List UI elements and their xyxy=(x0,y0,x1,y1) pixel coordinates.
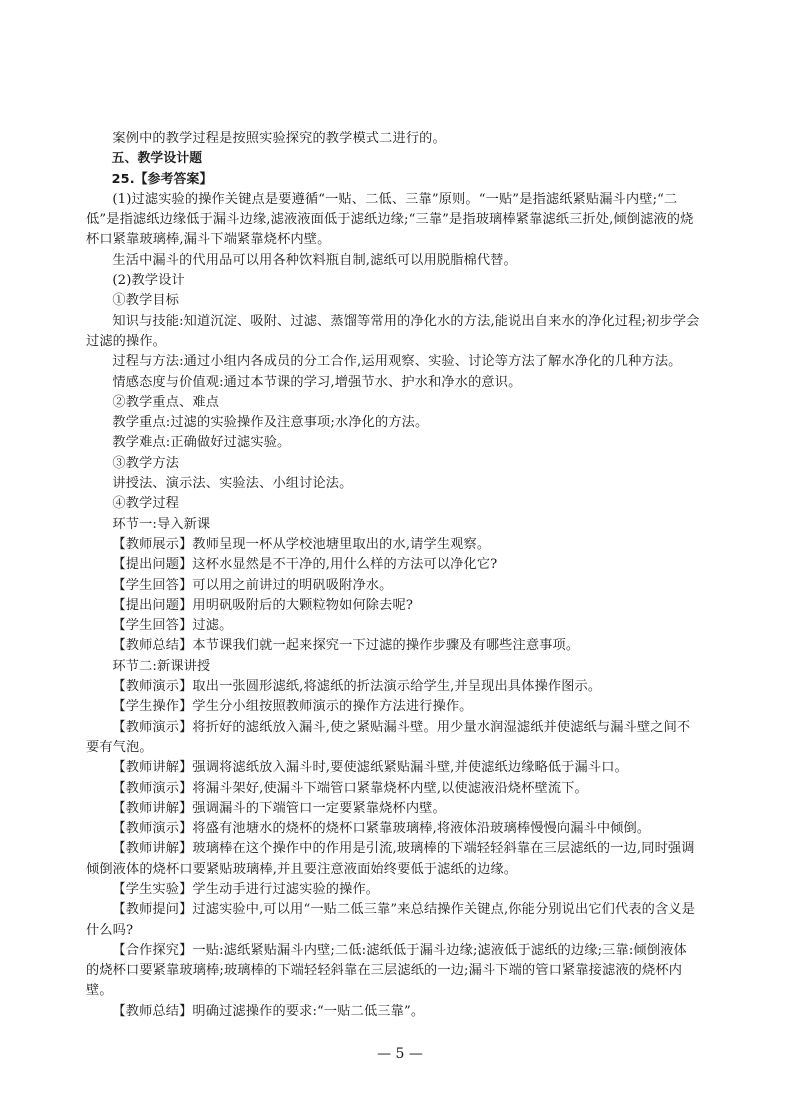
stage2-heading: 环节二:新课讲授 xyxy=(112,658,211,674)
goal-attitude: 情感态度与价值观:通过本节课的学习,增强节水、护水和净水的意识。 xyxy=(112,374,522,390)
stage1-item: 【学生回答】过滤。 xyxy=(112,618,233,634)
goal-knowledge: 知识与技能:知道沉淀、吸附、过滤、蒸馏等常用的净化水的方法,能说出自来水的净化过程;初步学会过滤的操作。 xyxy=(86,313,700,349)
section-heading: 五、教学设计题 xyxy=(111,151,203,167)
stage2-item: 【教师提问】过滤实验中,可以用“一贴二低三靠”来总结操作关键点,你能分别说出它们代表的含义是什么吗? xyxy=(86,902,696,938)
methods: 讲授法、演示法、实验法、小组讨论法。 xyxy=(112,476,353,492)
stage1-item: 【教师展示】教师呈现一杯从学校池塘里取出的水,请学生观察。 xyxy=(112,536,491,552)
part2-heading: (2)教学设计 xyxy=(112,273,185,289)
intro-line: 案例中的教学过程是按照实验探究的教学模式二进行的。 xyxy=(112,131,446,146)
part1-paragraph: (1)过滤实验的操作关键点是要遵循“一贴、二低、三靠”原则。“一贴”是指滤纸紧贴漏斗内壁;“二低”是指滤纸边缘低于漏斗边缘,滤液液面低于滤纸边缘;“三靠”是指玻璃棒紧靠滤纸三折处,倾倒滤液的烧杯口紧靠玻璃棒,漏斗下端紧靠烧杯内壁。 xyxy=(86,191,694,248)
goals-heading: ①教学目标 xyxy=(112,293,180,309)
key-heading: ②教学重点、难点 xyxy=(112,394,220,410)
answer-content xyxy=(86,129,700,1022)
stage1-item: 【提出问题】用明矾吸附后的大颗粒物如何除去呢? xyxy=(112,597,414,613)
stage2-item: 【教师演示】取出一张圆形滤纸,将滤纸的折法演示给学生,并呈现出具体操作图示。 xyxy=(112,679,602,695)
page-number: — 5 — xyxy=(377,1046,423,1062)
process-heading: ④教学过程 xyxy=(112,496,180,512)
stage2-item: 【教师讲解】强调漏斗的下端管口一定要紧靠烧杯内壁。 xyxy=(112,800,446,816)
stage2-item: 【教师总结】明确过滤操作的要求:“一贴二低三靠”。 xyxy=(112,1003,425,1019)
method-heading: ③教学方法 xyxy=(112,455,180,471)
difficult-point: 教学难点:正确做好过滤实验。 xyxy=(112,435,291,451)
stage1-heading: 环节一:导入新课 xyxy=(112,516,211,532)
stage2-item: 【教师演示】将盛有池塘水的烧杯的烧杯口紧靠玻璃棒,将液体沿玻璃棒慢慢向漏斗中倾倒。 xyxy=(112,821,651,837)
stage2-item: 【学生实验】学生动手进行过滤实验的操作。 xyxy=(112,881,380,897)
part1-substitutes: 生活中漏斗的代用品可以用各种饮料瓶自制,滤纸可以用脱脂棉代替。 xyxy=(112,252,517,268)
stage2-item: 【教师讲解】强调将滤纸放入漏斗时,要使滤纸紧贴漏斗壁,并使滤纸边缘略低于漏斗口。 xyxy=(112,760,628,776)
question-heading: 25.【参考答案】 xyxy=(111,171,213,187)
stage1-item: 【提出问题】这杯水显然是不干净的,用什么样的方法可以净化它? xyxy=(112,557,498,573)
goal-process: 过程与方法:通过小组内各成员的分工合作,运用观察、实验、讨论等方法了解水净化的几种方法。 xyxy=(112,354,682,370)
stage1-item: 【教师总结】本节课我们就一起来探究一下过滤的操作步骤及有哪些注意事项。 xyxy=(112,638,580,654)
stage2-item: 【教师演示】将折好的滤纸放入漏斗,使之紧贴漏斗壁。用少量水润湿滤纸并使滤纸与漏斗壁之间不要有气泡。 xyxy=(86,719,691,755)
stage2-item: 【教师演示】将漏斗架好,使漏斗下端管口紧靠烧杯内壁,以使滤液沿烧杯壁流下。 xyxy=(112,780,588,796)
stage1-item: 【学生回答】可以用之前讲过的明矾吸附净水。 xyxy=(112,577,393,593)
stage2-item: 【合作探究】一贴:滤纸紧贴漏斗内壁;二低:滤纸低于漏斗边缘;滤液低于滤纸的边缘;三靠:倾倒液体的烧杯口要紧靠玻璃棒;玻璃棒的下端轻轻斜靠在三层滤纸的一边;漏斗下端的管口紧靠接滤液的烧杯内壁。 xyxy=(86,942,687,999)
stage2-item: 【教师讲解】玻璃棒在这个操作中的作用是引流,玻璃棒的下端轻轻斜靠在三层滤纸的一边,同时强调倾倒液体的烧杯口要紧贴玻璃棒,并且要注意液面始终要低于滤纸的边缘。 xyxy=(86,841,695,877)
stage2-item: 【学生操作】学生分小组按照教师演示的操作方法进行操作。 xyxy=(112,699,473,715)
key-point: 教学重点:过滤的实验操作及注意事项;水净化的方法。 xyxy=(112,415,429,431)
